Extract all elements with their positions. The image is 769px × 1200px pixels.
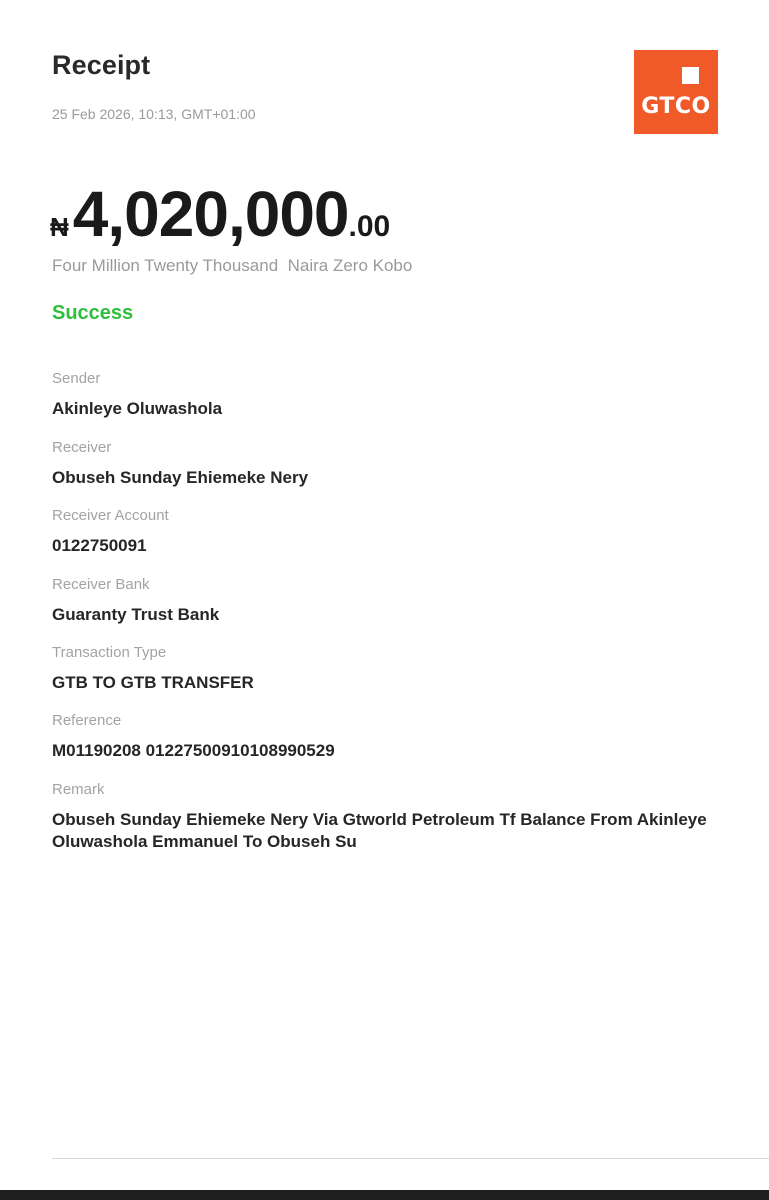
detail-label: Sender (52, 370, 101, 387)
footer-divider (52, 1158, 769, 1159)
footer-bar (0, 1190, 769, 1200)
detail-value: GTB TO GTB TRANSFER (52, 673, 254, 692)
detail-sender (52, 370, 753, 420)
detail-label: Receiver Bank (52, 576, 150, 593)
detail-value: Akinleye Oluwashola (52, 399, 223, 418)
detail-value: Obuseh Sunday Ehiemeke Nery (52, 468, 309, 487)
detail-receiver (52, 439, 753, 489)
detail-label: Receiver Account (52, 507, 169, 524)
logo-text: GTCO (641, 94, 711, 119)
currency-symbol: ₦ (50, 212, 69, 242)
detail-receiver-bank (52, 576, 753, 626)
detail-value: 0122750091 (52, 536, 147, 555)
page-title: Receipt (52, 50, 151, 80)
amount-in-words: Four Million Twenty Thousand Naira Zero Kobo (52, 256, 413, 275)
detail-label: Transaction Type (52, 644, 167, 661)
amount-decimal: .00 (348, 210, 391, 243)
transaction-datetime: 25 Feb 2026, 10:13, GMT+01:00 (52, 106, 256, 122)
detail-label: Receiver (52, 439, 112, 456)
amount-main: 4,020,000 (72, 178, 349, 250)
detail-value: Guaranty Trust Bank (52, 605, 220, 624)
detail-reference (52, 712, 753, 762)
gtco-logo (634, 50, 718, 134)
detail-transaction-type (52, 644, 753, 694)
detail-remark (52, 781, 753, 853)
detail-value: Obuseh Sunday Ehiemeke Nery Via Gtworld Petroleum Tf Balance From Akinleye Oluwashola Emmanuel To Obuseh Su (52, 810, 707, 851)
logo-square-icon (682, 67, 699, 84)
detail-value: M01190208 01227500910108990529 (52, 741, 335, 760)
detail-label: Remark (52, 781, 105, 798)
detail-label: Reference (52, 712, 122, 729)
amount-display (50, 178, 391, 250)
status-badge: Success (52, 302, 134, 324)
detail-receiver-account (52, 507, 753, 557)
